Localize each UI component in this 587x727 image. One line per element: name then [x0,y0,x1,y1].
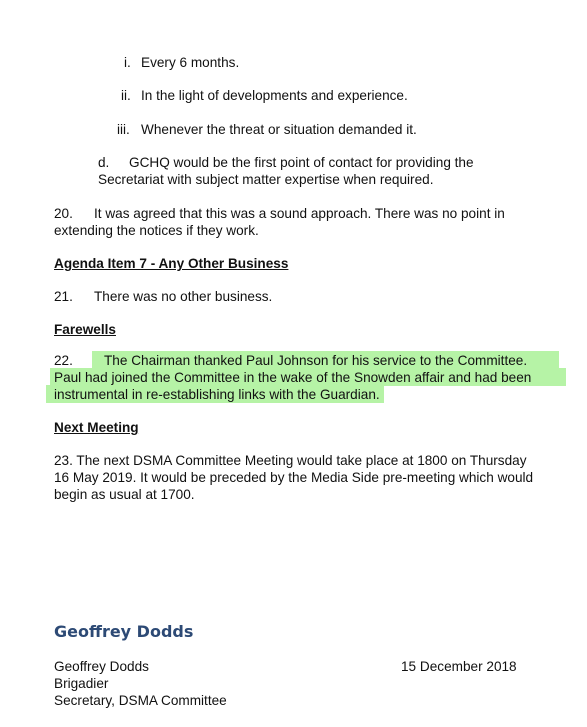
section-heading-next-meeting: Next Meeting [54,420,139,435]
paragraph-line: It was agreed that this was a sound approach. There was no point in [94,206,505,221]
paragraph-line: 16 May 2019. It would be preceded by the Media Side pre-meeting which would [54,470,534,485]
section-heading-agenda: Agenda Item 7 - Any Other Business [54,256,289,271]
signatory-title: Secretary, DSMA Committee [54,693,227,708]
list-item-text: In the light of developments and experience. [141,88,408,103]
paragraph-number: 21. [54,289,73,304]
paragraph-number: 20. [54,206,73,221]
paragraph-line: 23. The next DSMA Committee Meeting would take place at 1800 on Thursday [54,453,527,468]
list-item-text: Whenever the threat or situation demanded it. [141,122,417,137]
list-item-num: iii. [117,122,130,137]
signature: Geoffrey Dodds [54,622,194,641]
paragraph-line: extending the notices if they work. [54,223,259,238]
list-item-text: Every 6 months. [141,55,240,70]
paragraph-line: begin as usual at 1700. [54,487,195,502]
paragraph-line: Paul had joined the Committee in the wake of the Snowden affair and had been [54,370,532,385]
paragraph-label: d. [98,155,110,170]
paragraph-line: Secretariat with subject matter expertise when required. [98,172,434,187]
paragraph-number: 22. [54,353,73,368]
section-heading-farewells: Farewells [54,322,116,337]
document-date: 15 December 2018 [401,659,517,674]
paragraph-line: GCHQ would be the first point of contact for providing the [129,155,474,170]
list-item-num: i. [124,55,131,70]
list-item-num: ii. [121,88,131,103]
signatory-name: Geoffrey Dodds [54,659,149,674]
signatory-rank: Brigadier [54,676,109,691]
paragraph-line: instrumental in re-establishing links with the Guardian. [54,387,380,402]
paragraph-line: The Chairman thanked Paul Johnson for his service to the Committee. [104,353,528,368]
paragraph-line: There was no other business. [94,289,273,304]
